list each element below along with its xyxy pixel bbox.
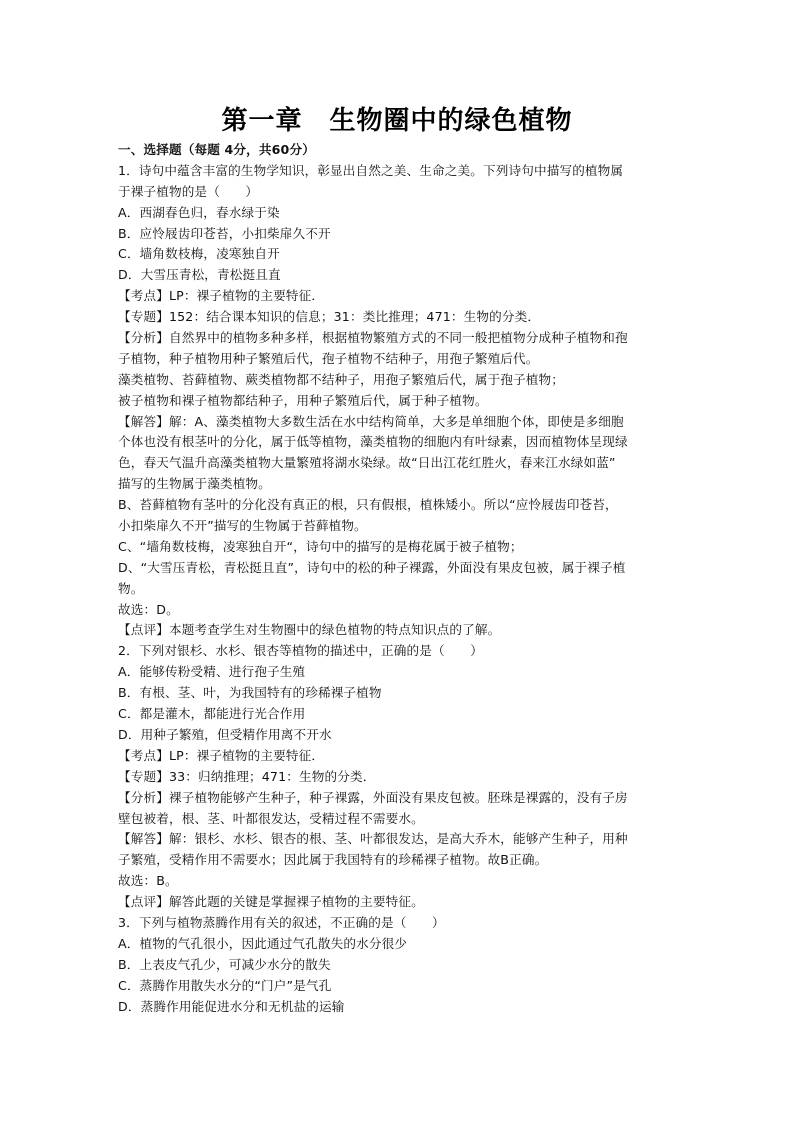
text-line: 【分析】裸子植物能够产生种子，种子裸露，外面没有果皮包被。胚珠是裸露的，没有子房 (118, 789, 628, 805)
text-line: A．西湖春色归，春水绿于染 (118, 204, 280, 220)
text-line: 壁包被着，根、茎、叶都很发达，受精过程不需要水。 (118, 810, 424, 826)
text-line: B、苔藓植物有茎叶的分化没有真正的根，只有假根，植株矮小。所以“应怜屐齿印苍苔， (118, 497, 618, 513)
text-line: 【专题】33：归纳推理；471：生物的分类． (118, 768, 376, 784)
text-line: A．植物的气孔很小，因此通过气孔散失的水分很少 (118, 935, 408, 951)
text-line: A．能够传粉受精、进行孢子生殖 (118, 664, 306, 680)
text-line: 色，春天气温升高藻类植物大量繁殖将湖水染绿。故“日出江花红胜火，春来江水绿如蓝” (118, 455, 616, 471)
text-line: D．蒸腾作用能促进水分和无机盐的运输 (118, 998, 345, 1014)
text-line: 于裸子植物的是（ ） (118, 183, 259, 199)
text-line: 【分析】自然界中的植物多种多样，根据植物繁殖方式的不同一般把植物分成种子植物和孢 (118, 330, 628, 346)
text-line: D．大雪压青松，青松挺且直 (118, 267, 281, 283)
text-line: 子植物，种子植物用种子繁殖后代，孢子植物不结种子，用孢子繁殖后代。 (118, 350, 539, 366)
text-line: 【点评】本题考查学生对生物圈中的绿色植物的特点知识点的了解。 (118, 622, 501, 638)
text-line: C．蒸腾作用散失水分的“门户”是气孔 (118, 977, 332, 993)
text-line: B．上表皮气孔少，可减少水分的散失 (118, 956, 331, 972)
text-line: 2．下列对银杉、水杉、银杏等植物的描述中，正确的是（ ） (118, 643, 483, 659)
text-line: 描写的生物属于藻类植物。 (118, 476, 271, 492)
text-line: 1．诗句中蕴含丰富的生物学知识，彰显出自然之美、生命之美。下列诗句中描写的植物属 (118, 162, 624, 178)
text-line: 子繁殖，受精作用不需要水；因此属于我国特有的珍稀裸子植物。故B正确。 (118, 852, 548, 868)
text-line: 【解答】解：银杉、水杉、银杏的根、茎、叶都很发达，是高大乔木，能够产生种子，用种 (118, 831, 628, 847)
text-line: 3．下列与植物蒸腾作用有关的叙述，不正确的是（ ） (118, 914, 445, 930)
text-line: C．墙角数枝梅，凌寒独自开 (118, 246, 280, 262)
text-line: 【点评】解答此题的关键是掌握裸子植物的主要特征。 (118, 894, 424, 910)
text-line: 【考点】LP：裸子植物的主要特征． (118, 288, 325, 304)
text-line: 物。 (118, 580, 144, 596)
text-line: 【考点】LP：裸子植物的主要特征． (118, 747, 325, 763)
text-line: 【解答】解：A、藻类植物大多数生活在水中结构简单，大多是单细胞个体，即使是多细胞 (118, 413, 624, 429)
section-heading: 一、选择题（每题 4分，共60分） (118, 142, 315, 157)
text-line: C．都是灌木，都能进行光合作用 (118, 706, 306, 722)
text-line: 藻类植物、苔藓植物、蕨类植物都不结种子，用孢子繁殖后代，属于孢子植物； (118, 371, 565, 387)
text-line: D、“大雪压青松，青松挺且直”，诗句中的松的种子裸露，外面没有果皮包被，属于裸子植 (118, 559, 626, 575)
text-line: C、“墙角数枝梅，凌寒独自开“，诗句中的描写的是梅花属于被子植物； (118, 538, 523, 554)
chapter-title: 第一章 生物圈中的绿色植物 (221, 106, 573, 136)
text-line: 被子植物和裸子植物都结种子，用种子繁殖后代，属于种子植物。 (118, 392, 488, 408)
text-line: D．用种子繁殖，但受精作用离不开水 (118, 726, 332, 742)
text-line: 小扣柴扉久不开”描写的生物属于苔藓植物。 (118, 518, 367, 534)
text-line: 故选：D。 (118, 601, 179, 617)
question-content (118, 140, 678, 1017)
text-line: B．有根、茎、叶，为我国特有的珍稀裸子植物 (118, 685, 382, 701)
text-line: 故选：B。 (118, 873, 178, 889)
text-line: 【专题】152：结合课本知识的信息；31：类比推理；471：生物的分类． (118, 309, 541, 325)
text-line: 个体也没有根茎叶的分化，属于低等植物，藻类植物的细胞内有叶绿素，因而植物体呈现绿 (118, 434, 628, 450)
text-line: B．应怜屐齿印苍苔，小扣柴扉久不开 (118, 225, 331, 241)
